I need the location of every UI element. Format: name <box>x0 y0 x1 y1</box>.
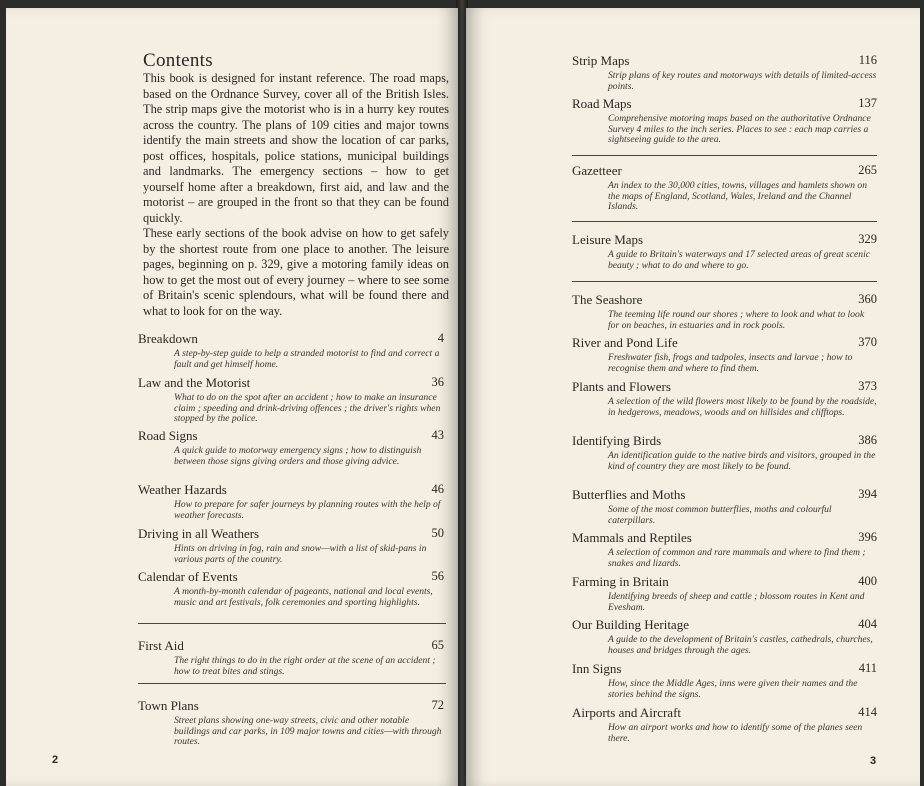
toc-entry-leisure-maps[interactable] <box>572 232 877 271</box>
toc-entry-title: River and Pond Life <box>572 335 678 350</box>
toc-entry-desc: An index to the 30,000 cities, towns, villages and hamlets shown on the maps of England, Scotland, Wales, Ireland and the Channel Islands. <box>608 180 868 213</box>
toc-entry-desc: A selection of common and rare mammals and where to find them ; snakes and lizards. <box>608 547 866 569</box>
intro-paragraph: This book is designed for instant reference. The road maps, based on the Ordnance Survey, cover all of the British Isles. The strip maps give the motorist who is in a hurry key routes across the country. The plans of 109 cities and major towns identify the main streets and show the location of car parks, post offices, hospitals, police stations, municipal buildings and landmarks. The emergency sections – how to get yourself home after a breakdown, first aid, and law and the motorist – are grouped in the front so that they can be found quickly. <box>143 71 449 225</box>
toc-entry-desc: A guide to Britain's waterways and 17 selected areas of great scenic beauty ; what to do and where to go. <box>608 249 871 271</box>
toc-entry-title: Driving in all Weathers <box>138 526 260 541</box>
toc-entry-title: Mammals and Reptiles <box>572 530 692 545</box>
toc-entry-title: Gazetteer <box>572 163 622 178</box>
toc-entry-road-maps[interactable] <box>572 96 877 146</box>
toc-entry-title: Calendar of Events <box>138 569 238 584</box>
left-page <box>6 8 458 786</box>
toc-entry-inn-signs[interactable] <box>572 661 877 700</box>
toc-entry-page: 65 <box>431 638 444 652</box>
section-divider <box>138 623 446 624</box>
toc-entry-title: Weather Hazards <box>138 482 227 497</box>
toc-entry-desc: The teeming life round our shores ; where to look and what to look for on beaches, in estuaries and in rock pools. <box>608 309 865 331</box>
toc-entry-desc: Hints on driving in fog, rain and snow—with a list of skid-pans in various parts of the country. <box>174 543 427 565</box>
toc-entry-page: 4 <box>437 331 444 345</box>
toc-entry-page: 36 <box>431 375 444 389</box>
toc-entry-desc: A selection of the wild flowers most likely to be found by the roadside, in hedgerows, meadows, woods and on hillsides and clifftops. <box>608 396 877 418</box>
right-page <box>466 8 920 786</box>
toc-entry-title: Leisure Maps <box>572 232 644 247</box>
toc-entry-law[interactable] <box>138 375 444 425</box>
toc-entry-page: 414 <box>858 705 877 719</box>
toc-entry-title: Plants and Flowers <box>572 379 671 394</box>
toc-entry-page: 72 <box>431 698 444 712</box>
toc-entry-title: The Seashore <box>572 292 643 307</box>
intro-paragraph: These early sections of the book advise on how to get safely by the shortest route from one place to another. The leisure pages, beginning on p. 329, give a motoring family ideas on how to get the most out of every journey – where to see some of Britain's scenic splendours, what will be found there and what to look for on the way. <box>143 226 449 318</box>
toc-entry-page: 46 <box>431 482 444 496</box>
toc-entry-title: Road Signs <box>138 428 198 443</box>
toc-entry-page: 265 <box>858 163 877 177</box>
toc-entry-desc: How, since the Middle Ages, inns were given their names and the stories behind the signs. <box>608 678 858 700</box>
toc-entry-page: 400 <box>858 574 877 588</box>
toc-entry-page: 329 <box>858 232 877 246</box>
page-number: 2 <box>52 754 59 766</box>
toc-entry-title: Breakdown <box>138 331 198 346</box>
toc-entry-breakdown[interactable] <box>138 331 444 370</box>
contents-heading: Contents <box>143 50 213 71</box>
toc-entry-page: 373 <box>858 379 877 393</box>
toc-entry-desc: A guide to the development of Britain's castles, cathedrals, churches, houses and bridges through the ages. <box>608 634 873 656</box>
toc-entry-farming[interactable] <box>572 574 877 613</box>
page-number: 3 <box>870 755 877 767</box>
section-divider <box>572 221 877 222</box>
toc-entry-page: 370 <box>858 335 877 349</box>
toc-entry-desc: How to prepare for safer journeys by planning routes with the help of weather forecasts. <box>174 499 441 521</box>
toc-entry-calendar[interactable] <box>138 569 444 608</box>
toc-entry-page: 386 <box>858 433 877 447</box>
toc-entry-title: Airports and Aircraft <box>572 705 682 720</box>
toc-entry-desc: An identification guide to the native birds and visitors, grouped in the kind of country they are most likely to be found. <box>608 450 876 472</box>
toc-entry-butterflies[interactable] <box>572 487 877 526</box>
toc-entry-title: Inn Signs <box>572 661 622 676</box>
toc-entry-page: 137 <box>858 96 877 110</box>
toc-entry-page: 43 <box>431 428 444 442</box>
toc-entry-desc: What to do on the spot after an accident ; how to make an insurance claim ; speeding and drink-driving offences ; the driver's rights when stopped by the police. <box>174 392 441 425</box>
toc-entry-page: 50 <box>431 526 444 540</box>
toc-entry-town-plans[interactable] <box>138 698 444 748</box>
toc-entry-title: Identifying Birds <box>572 433 662 448</box>
toc-entry-desc: A month-by-month calendar of pageants, national and local events, music and art festivals, folk ceremonies and sporting highlights. <box>174 586 433 608</box>
toc-entry-title: Butterflies and Moths <box>572 487 686 502</box>
toc-entry-mammals[interactable] <box>572 530 877 569</box>
toc-entry-seashore[interactable] <box>572 292 877 331</box>
toc-entry-title: Road Maps <box>572 96 632 111</box>
toc-entry-desc: Street plans showing one-way streets, civic and other notable buildings and car parks, in 109 major towns and cities—with through routes. <box>174 715 442 748</box>
toc-entry-desc: Comprehensive motoring maps based on the authoritative Ordnance Survey 4 miles to the inch series. Places to see : each map carries a sightseeing guide to the area. <box>608 113 871 146</box>
toc-entry-weather[interactable] <box>138 482 444 521</box>
toc-entry-desc: The right things to do in the right order at the scene of an accident ; how to treat bites and stings. <box>174 655 436 677</box>
intro-text <box>143 71 449 319</box>
toc-entry-desc: Freshwater fish, frogs and tadpoles, insects and larvae ; how to recognise them and where to find them. <box>608 352 853 374</box>
toc-entry-desc: How an airport works and how to identify some of the planes seen there. <box>608 722 863 744</box>
toc-entry-desc: A quick guide to motorway emergency signs ; how to distinguish between those signs giving orders and those giving advice. <box>174 445 422 467</box>
toc-entry-title: Law and the Motorist <box>138 375 251 390</box>
toc-entry-desc: Strip plans of key routes and motorways with details of limited-access points. <box>608 70 877 92</box>
section-divider <box>572 281 877 282</box>
toc-entry-title: Our Building Heritage <box>572 617 689 632</box>
toc-entry-page: 360 <box>858 292 877 306</box>
toc-entry-airports[interactable] <box>572 705 877 744</box>
toc-entry-first-aid[interactable] <box>138 638 444 677</box>
section-divider <box>138 683 446 684</box>
toc-entry-page: 116 <box>858 53 877 67</box>
toc-entry-plants[interactable] <box>572 379 877 418</box>
toc-entry-title: Town Plans <box>138 698 199 713</box>
toc-entry-title: Strip Maps <box>572 53 630 68</box>
toc-entry-desc: A step-by-step guide to help a stranded motorist to find and correct a fault and get himself home. <box>174 348 440 370</box>
toc-entry-page: 56 <box>431 569 444 583</box>
toc-entry-page: 404 <box>858 617 877 631</box>
toc-entry-river-pond[interactable] <box>572 335 877 374</box>
toc-entry-page: 396 <box>858 530 877 544</box>
toc-entry-page: 411 <box>858 661 877 675</box>
toc-entry-title: Farming in Britain <box>572 574 669 589</box>
toc-entry-page: 394 <box>858 487 877 501</box>
toc-entry-birds[interactable] <box>572 433 877 472</box>
section-divider <box>572 155 877 156</box>
toc-entry-title: First Aid <box>138 638 184 653</box>
toc-entry-road-signs[interactable] <box>138 428 444 467</box>
toc-entry-desc: Identifying breeds of sheep and cattle ; blossom routes in Kent and Evesham. <box>608 591 865 613</box>
toc-entry-building[interactable] <box>572 617 877 656</box>
toc-entry-desc: Some of the most common butterflies, moths and colourful caterpillars. <box>608 504 832 526</box>
toc-entry-strip-maps[interactable] <box>572 53 877 92</box>
toc-entry-gazetteer[interactable] <box>572 163 877 213</box>
toc-entry-driving[interactable] <box>138 526 444 565</box>
